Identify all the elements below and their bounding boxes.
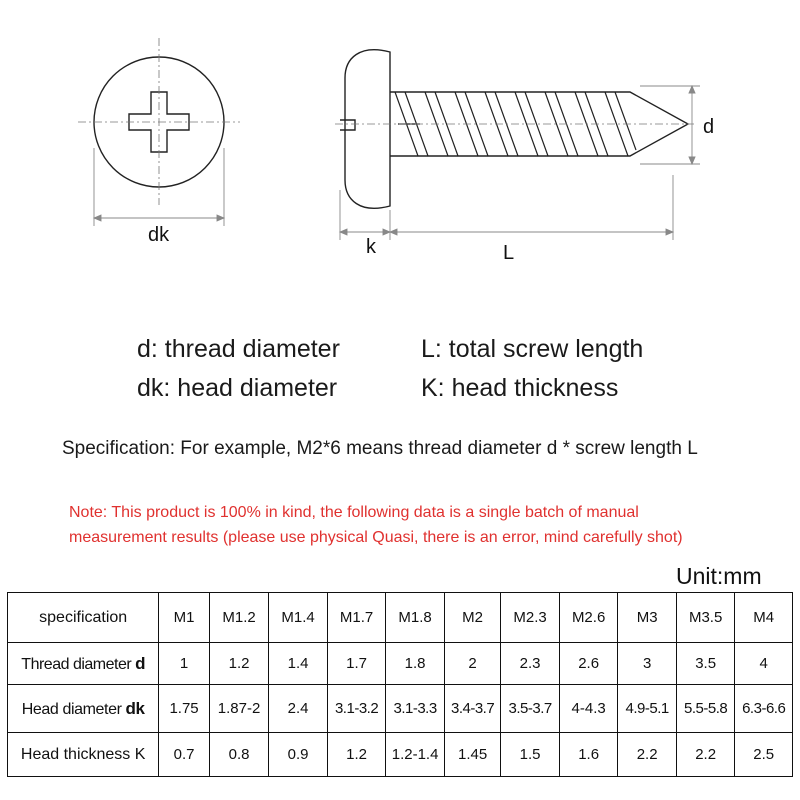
value-cell: 1.2-1.4 [386, 733, 445, 777]
value-cell: 1.2 [327, 733, 386, 777]
size-cell: M4 [735, 593, 793, 643]
value-cell: 1.7 [327, 643, 386, 685]
value-cell: 2 [444, 643, 501, 685]
value-cell: 0.7 [159, 733, 209, 777]
value-cell: 1.2 [209, 643, 269, 685]
size-cell: M1.4 [269, 593, 328, 643]
row-label-symbol: dk [125, 698, 145, 718]
legend-total-length: L: total screw length [421, 335, 644, 363]
value-cell: 1.75 [159, 685, 209, 733]
value-cell: 3.4-3.7 [444, 685, 501, 733]
value-cell: 1.4 [269, 643, 328, 685]
row-label-text: Head diameter [21, 700, 122, 718]
size-cell: M2.3 [501, 593, 560, 643]
table-header-row [8, 593, 793, 643]
size-cell: M3.5 [676, 593, 735, 643]
d-dimension-lines [640, 86, 700, 164]
value-cell: 3.5-3.7 [501, 685, 560, 733]
row-label-head-diameter [8, 685, 159, 733]
size-cell: M3 [618, 593, 677, 643]
screw-side-view [340, 50, 688, 209]
size-cell: M2 [444, 593, 501, 643]
d-dimension-label: d [703, 116, 715, 138]
size-cell: M1.8 [386, 593, 445, 643]
value-cell: 3.1-3.3 [386, 685, 445, 733]
value-cell: 5.5-5.8 [676, 685, 735, 733]
size-cell: M2.6 [559, 593, 618, 643]
value-cell: 3.1-3.2 [327, 685, 386, 733]
value-cell: 1.5 [501, 733, 560, 777]
size-cell: M1.7 [327, 593, 386, 643]
value-cell: 2.5 [735, 733, 793, 777]
value-cell: 0.8 [209, 733, 269, 777]
value-cell: 4 [735, 643, 793, 685]
table-row-thread-diameter [8, 643, 793, 685]
value-cell: 4-4.3 [559, 685, 618, 733]
value-cell: 2.6 [559, 643, 618, 685]
center-lines [78, 38, 240, 205]
size-cell: M1 [159, 593, 209, 643]
value-cell: 2.4 [269, 685, 328, 733]
value-cell: 2.3 [501, 643, 560, 685]
value-cell: 1.45 [444, 733, 501, 777]
value-cell: 1.8 [386, 643, 445, 685]
value-cell: 3 [618, 643, 677, 685]
unit-label: Unit:mm [676, 563, 762, 589]
row-label-head-thickness [8, 733, 159, 777]
table-header-label: specification [8, 593, 159, 643]
row-label-text: Thread diameter [21, 655, 132, 673]
dk-dimension-label: dk [148, 224, 170, 246]
table-row-head-diameter [8, 685, 793, 733]
size-cell: M1.2 [209, 593, 269, 643]
table-row-head-thickness [8, 733, 793, 777]
value-cell: 6.3-6.6 [735, 685, 793, 733]
value-cell: 3.5 [676, 643, 735, 685]
row-label-thread-diameter [8, 643, 159, 685]
value-cell: 1 [159, 643, 209, 685]
screw-technical-drawing [0, 0, 800, 280]
k-dimension-label: k [366, 236, 376, 258]
value-cell: 2.2 [618, 733, 677, 777]
row-label-text: Head thickness [20, 745, 131, 763]
value-cell: 0.9 [269, 733, 328, 777]
value-cell: 2.2 [676, 733, 735, 777]
row-label-symbol: K [134, 745, 146, 763]
value-cell: 4.9-5.1 [618, 685, 677, 733]
L-dimension-label: L [503, 242, 515, 264]
screw-head-profile [345, 50, 390, 209]
value-cell: 1.6 [559, 733, 618, 777]
legend-head-diameter: dk: head diameter [137, 374, 338, 402]
measurement-note: Note: This product is 100% in kind, the following data is a single batch of manual measurement results (please use physical Quasi, there is an error, mind carefully shot) [69, 504, 683, 546]
legend-head-thickness: K: head thickness [421, 374, 619, 402]
row-label-symbol: d [135, 653, 146, 673]
legend-thread-diameter: d: thread diameter [137, 335, 340, 363]
value-cell: 1.87-2 [209, 685, 269, 733]
specification-table [7, 592, 793, 777]
specification-explanation: Specification: For example, M2*6 means thread diameter d * screw length L [62, 438, 698, 459]
